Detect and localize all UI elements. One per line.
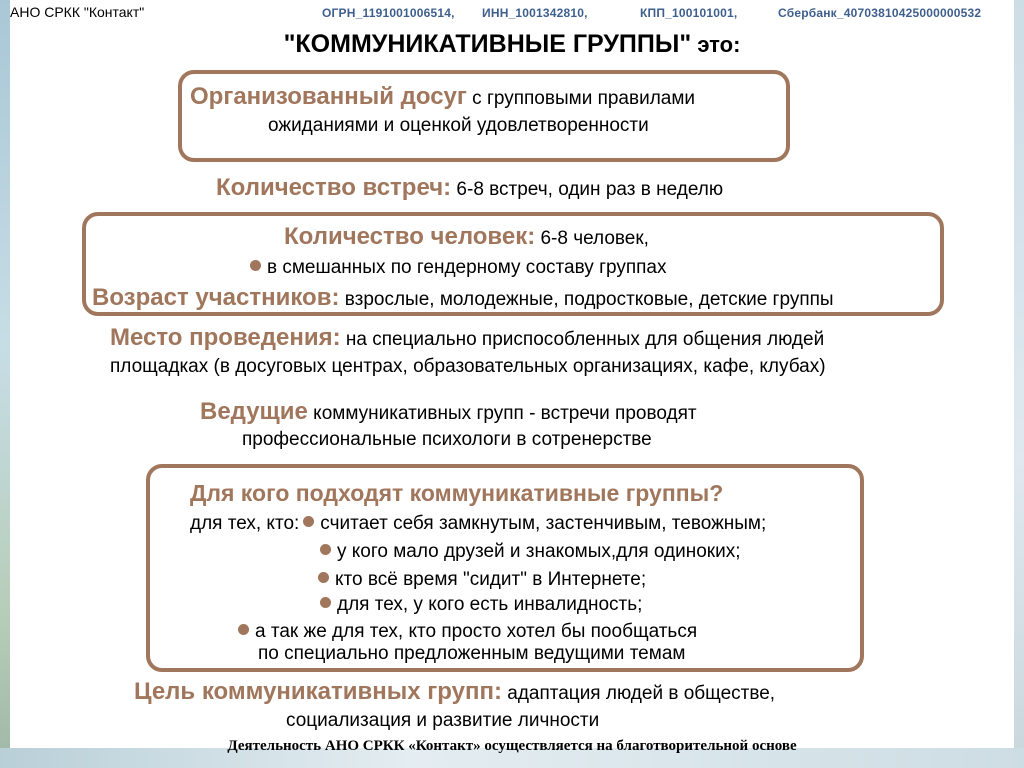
place-heading: Место проведения:	[110, 324, 341, 351]
leisure-text2: ожиданиями и оценкой удовлетворенности	[268, 115, 649, 136]
leaders-line1	[200, 398, 697, 426]
audience-heading-text: Для кого подходят коммуникативные группы?	[190, 480, 724, 506]
bullet-icon	[250, 260, 261, 271]
leisure-heading: Организованный досуг	[190, 83, 467, 110]
footer-note: Деятельность АНО СРКК «Контакт» осуществляется на благотворительной основе	[227, 738, 797, 754]
meetings-text: 6-8 встреч, один раз в неделю	[451, 179, 724, 200]
goal-line1	[134, 678, 775, 706]
audience-item-5	[238, 621, 697, 643]
audience-item-1	[190, 513, 766, 535]
audience-item-text-5: а так же для тех, кто просто хотел бы пообщаться	[255, 621, 698, 642]
place-text2: площадках (в досуговых центрах, образовательных организациях, кафе, клубах)	[110, 356, 826, 377]
audience-item-2	[320, 541, 741, 563]
age-line	[92, 284, 834, 312]
bullet-icon	[238, 624, 249, 635]
audience-last: по специально предложенным ведущими темам	[258, 643, 686, 664]
mixed-text: в смешанных по гендерному составу группах	[267, 257, 667, 278]
title-suffix: это:	[691, 32, 741, 57]
bullet-icon	[318, 572, 329, 583]
goal-text1: адаптация людей в обществе,	[501, 683, 776, 704]
bullet-icon	[303, 516, 314, 527]
audience-item-text-2: у кого мало друзей и знакомых,для одиноких;	[337, 541, 741, 562]
leaders-text2: профессиональные психологи в сотренерстве	[242, 429, 652, 450]
right-edge-decoration	[1014, 0, 1024, 768]
age-text: взрослые, молодежные, подростковые, детские группы	[339, 289, 834, 310]
kpp: КПП_100101001,	[640, 6, 738, 20]
org-name: АНО СРКК "Контакт"	[10, 4, 145, 20]
people-line	[284, 223, 649, 251]
people-heading: Количество человек:	[284, 223, 536, 250]
bullet-icon	[320, 597, 331, 608]
leisure-text1: с групповыми правилами	[466, 88, 696, 109]
ogrn: ОГРН_1191001006514,	[322, 6, 455, 20]
goal-heading: Цель коммуникативных групп:	[134, 678, 502, 705]
leaders-heading: Ведущие	[200, 398, 308, 425]
people-text: 6-8 человек,	[535, 228, 649, 249]
audience-item-text-4: для тех, у кого есть инвалидность;	[337, 594, 643, 615]
meetings-line	[216, 174, 723, 202]
leaders-text1: коммуникативных групп - встречи проводят	[307, 403, 697, 424]
title-main: "КОММУНИКАТИВНЫЕ ГРУППЫ"	[283, 30, 692, 58]
audience-item-3	[318, 569, 646, 591]
audience-item-text-1: считает себя замкнутым, застенчивым, тевожным;	[320, 513, 767, 534]
audience-lead: для тех, кто:	[190, 513, 300, 534]
audience-item-text-3: кто всё время "сидит" в Интернете;	[335, 569, 647, 590]
place-line1	[110, 324, 824, 352]
goal-text2: социализация и развитие личности	[286, 710, 600, 731]
audience-item-4	[320, 594, 642, 616]
bank-account: Сбербанк_40703810425000000532	[778, 6, 982, 20]
inn: ИНН_1001342810,	[482, 6, 588, 20]
audience-heading	[190, 480, 723, 507]
leisure-line1	[190, 83, 695, 111]
page-title	[0, 30, 1024, 59]
place-text1: на специально приспособленных для общения людей	[340, 329, 825, 350]
age-heading: Возраст участников:	[92, 284, 340, 311]
left-edge-decoration	[0, 0, 10, 768]
bullet-icon	[320, 544, 331, 555]
mixed-line	[250, 257, 667, 279]
meetings-heading: Количество встреч:	[216, 174, 452, 201]
